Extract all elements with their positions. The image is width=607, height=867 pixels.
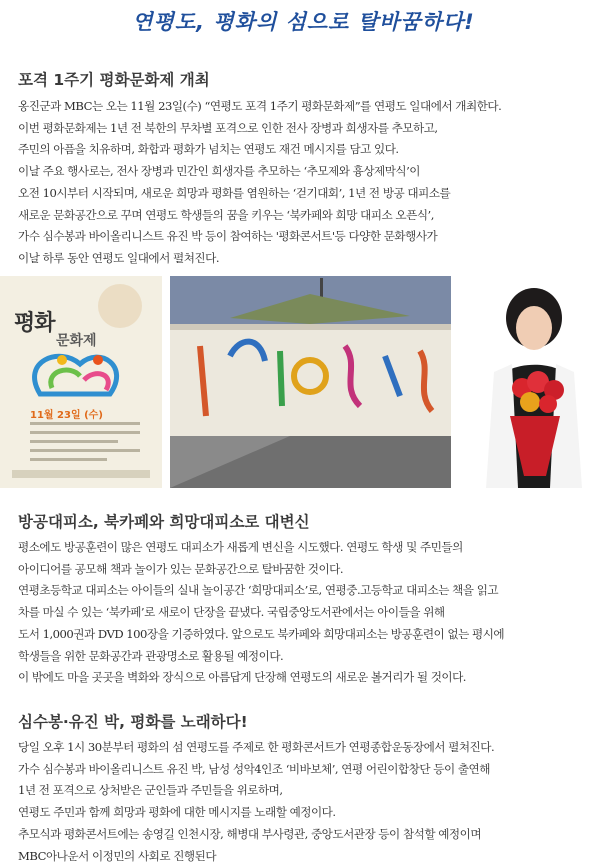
section2-line: 연평초등학교 대피소는 아이들의 실내 놀이공간 ‘희망대피소’로, 연평중.고등학교 대피소는 책을 읽고 [18, 583, 499, 598]
section3-line: 1년 전 포격으로 상처받은 군인들과 주민들을 위로하며, [18, 783, 283, 798]
mural-wall-photo [170, 276, 451, 488]
section3-line: 가수 심수봉과 바이올리니스트 유진 박, 남성 성악4인조 ‘비바보체’, 연평 어린이합창단 등이 출연해 [18, 761, 490, 776]
poster-details [30, 422, 140, 467]
section2-line: 아이디어를 공모해 책과 놀이가 있는 문화공간으로 탈바꿈한 것이다. [18, 561, 344, 576]
section3-line: 당일 오후 1시 30분부터 평화의 섬 연평도를 주제로 한 평화콘서트가 연평종합운동장에서 펼쳐진다. [18, 740, 495, 754]
section1-line: 이날 하루 동안 연평도 일대에서 펼쳐진다. [18, 250, 220, 265]
poster-date: 11월 23일 (수) [30, 410, 103, 421]
section1-line: 오전 10시부터 시작되며, 새로운 희망과 평화를 염원하는 ‘걷기대회’, 1년 전 방공 대피소를 [18, 185, 451, 200]
poster-footer [12, 470, 150, 478]
section3-line: 추모식과 평화콘서트에는 송영길 인천시장, 해병대 부사령관, 중앙도서관장 등이 참석할 예정이며 [18, 826, 482, 841]
singer-photo [460, 276, 607, 488]
section1-line: 이날 주요 행사로는, 전사 장병과 민간인 희생자를 추모하는 ‘추모제와 흉상제막식’이 [18, 164, 421, 179]
section1-line: 이번 평화문화제는 1년 전 북한의 무차별 포격으로 인한 전사 장병과 희생자를 추모하고, [18, 120, 438, 135]
poster-title: 평화 [14, 311, 55, 336]
section3-heading: 심수봉·유진 박, 평화를 노래하다! [18, 713, 248, 731]
section1-body [18, 96, 603, 270]
section2-heading: 방공대피소, 북카페와 희망대피소로 대변신 [18, 513, 310, 531]
section1-line: 가수 심수봉과 바이올리니스트 유진 박 등이 참여하는 '평화콘서트'등 다양한 문화행사가 [18, 229, 438, 244]
poster-subtitle: 문화제 [56, 333, 97, 349]
section2-line: 평소에도 방공훈련이 많은 연평도 대피소가 새롭게 변신을 시도했다. 연평도 학생 및 주민들의 [18, 540, 463, 554]
section3-line: MBC아나운서 이정민의 사회로 진행된다 [18, 848, 217, 863]
section1-line: 주민의 아픔을 치유하며, 화합과 평화가 넘치는 연평도 재건 메시지를 담고 있다. [18, 142, 399, 157]
section1-heading: 포격 1주기 평화문화제 개최 [18, 71, 210, 89]
section2-line: 학생들을 위한 문화공간과 관광명소로 활용될 예정이다. [18, 648, 284, 663]
section3-body [18, 737, 603, 867]
section1-line: 옹진군과 MBC는 오는 11월 23일(수) “연평도 포격 1주기 평화문화제”를 연평도 일대에서 개최한다. [18, 99, 502, 113]
section2-body [18, 537, 603, 689]
section1-line: 새로운 문화공간으로 꾸며 연평도 학생들의 꿈을 키우는 ‘북카페와 희망 대피소 오픈식’, [18, 207, 434, 222]
banner-title: 연평도, 평화의 섬으로 탈바꿈하다! [132, 10, 475, 34]
section2-line: 도서 1,000권과 DVD 100장을 기증하였다. 앞으로도 북카페와 희망대피소는 방공훈련이 없는 평시에 [18, 626, 505, 641]
section2-line: 차를 마실 수 있는 ‘북카페’로 새로이 단장을 끝냈다. 국립중앙도서관에서는 아이들을 위해 [18, 605, 445, 620]
festival-poster-image [0, 276, 162, 488]
section2-line: 이 밖에도 마을 곳곳을 벽화와 장식으로 아름답게 단장해 연평도의 새로운 볼거리가 될 것이다. [18, 670, 466, 685]
section3-line: 연평도 주민과 함께 희망과 평화에 대한 메시지를 노래할 예정이다. [18, 805, 336, 820]
